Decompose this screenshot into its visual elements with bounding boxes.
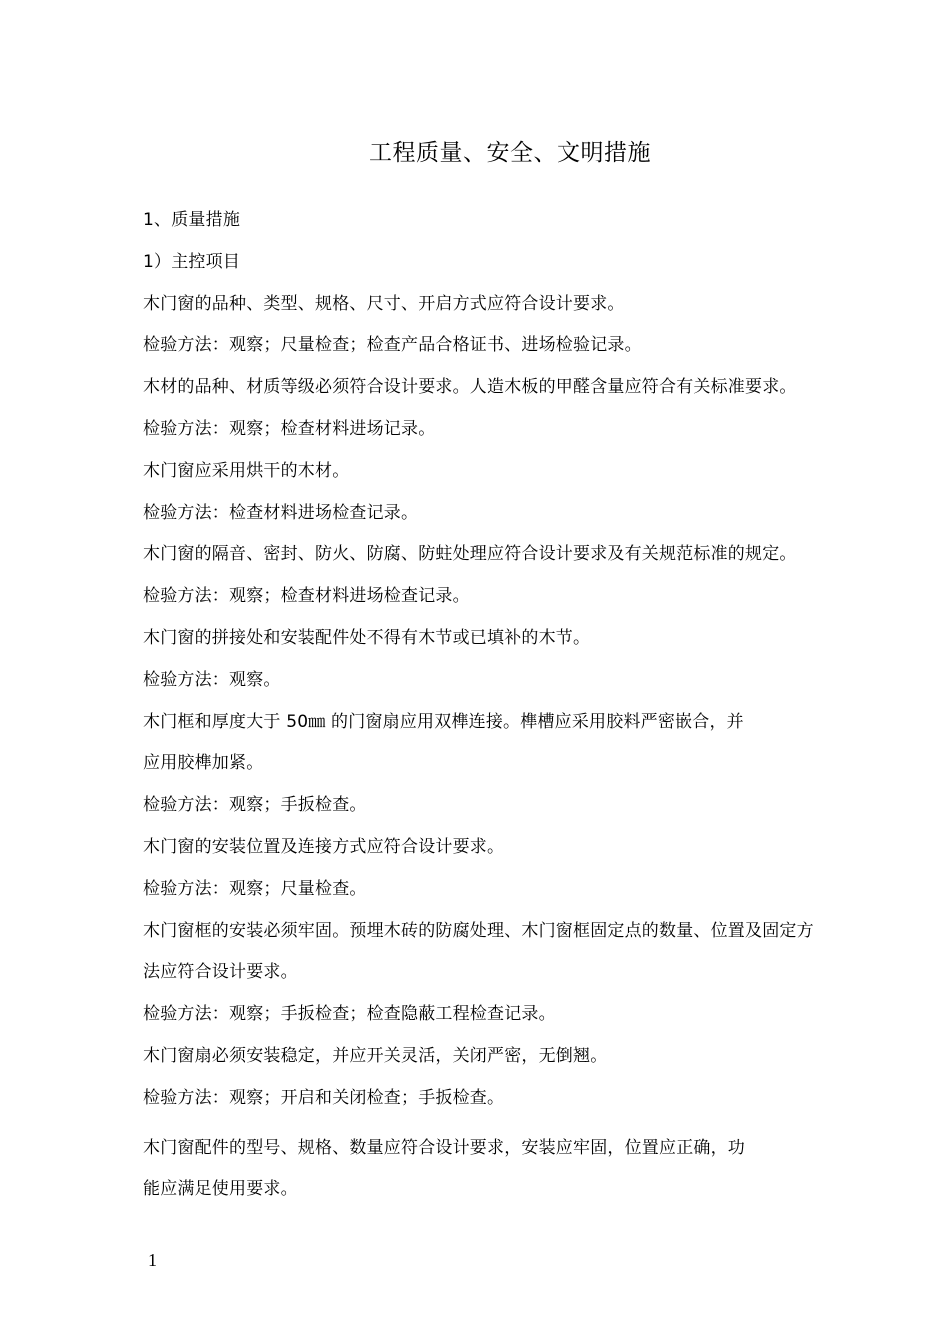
paragraph-line: 木门窗应采用烘干的木材。 bbox=[143, 460, 350, 481]
section-heading-quality: 1、质量措施 bbox=[143, 210, 241, 230]
inspection-method-line: 检验方法：观察；手扳检查。 bbox=[143, 795, 367, 816]
paragraph-continuation-line: 能应满足使用要求。 bbox=[143, 1179, 298, 1200]
paragraph-line: 木门窗的拼接处和安装配件处不得有木节或已填补的木节。 bbox=[143, 627, 591, 648]
paragraph-continuation-line: 应用胶榫加紧。 bbox=[143, 753, 264, 774]
paragraph-line: 木门窗框的安装必须牢固。预埋木砖的防腐处理、木门窗框固定点的数量、位置及固定方 bbox=[143, 920, 814, 941]
paragraph-line: 木门窗扇必须安装稳定，并应开关灵活，关闭严密，无倒翘。 bbox=[143, 1045, 608, 1066]
document-title: 工程质量、安全、文明措施 bbox=[369, 140, 651, 166]
paragraph-continuation-line: 法应符合设计要求。 bbox=[143, 962, 298, 983]
inspection-method-line: 检验方法：观察；手扳检查；检查隐蔽工程检查记录。 bbox=[143, 1004, 556, 1025]
inspection-method-line: 检验方法：观察；检查材料进场检查记录。 bbox=[143, 586, 470, 607]
inspection-method-line: 检验方法：观察。 bbox=[143, 669, 281, 690]
page-number: 1 bbox=[148, 1250, 157, 1270]
paragraph-line: 木门窗的安装位置及连接方式应符合设计要求。 bbox=[143, 836, 505, 857]
paragraph-line: 木门窗配件的型号、规格、数量应符合设计要求，安装应牢固，位置应正确，功 bbox=[143, 1137, 745, 1158]
inspection-method-line: 检验方法：观察；尺量检查；检查产品合格证书、进场检验记录。 bbox=[143, 335, 642, 356]
inspection-method-line: 检验方法：观察；开启和关闭检查；手扳检查。 bbox=[143, 1087, 505, 1108]
paragraph-line: 木门框和厚度大于 50㎜ 的门窗扇应用双榫连接。榫槽应采用胶料严密嵌合，并 bbox=[143, 711, 744, 732]
paragraph-line: 木门窗的隔音、密封、防火、防腐、防蛀处理应符合设计要求及有关规范标准的规定。 bbox=[143, 544, 797, 565]
subsection-heading-main-control: 1）主控项目 bbox=[143, 251, 241, 272]
paragraph-line: 木材的品种、材质等级必须符合设计要求。人造木板的甲醛含量应符合有关标准要求。 bbox=[143, 377, 797, 398]
inspection-method-line: 检验方法：观察；尺量检查。 bbox=[143, 878, 367, 899]
inspection-method-line: 检验方法：观察；检查材料进场记录。 bbox=[143, 418, 436, 439]
inspection-method-line: 检验方法：检查材料进场检查记录。 bbox=[143, 502, 419, 523]
document-body bbox=[143, 207, 913, 1218]
paragraph-line: 木门窗的品种、类型、规格、尺寸、开启方式应符合设计要求。 bbox=[143, 293, 625, 314]
